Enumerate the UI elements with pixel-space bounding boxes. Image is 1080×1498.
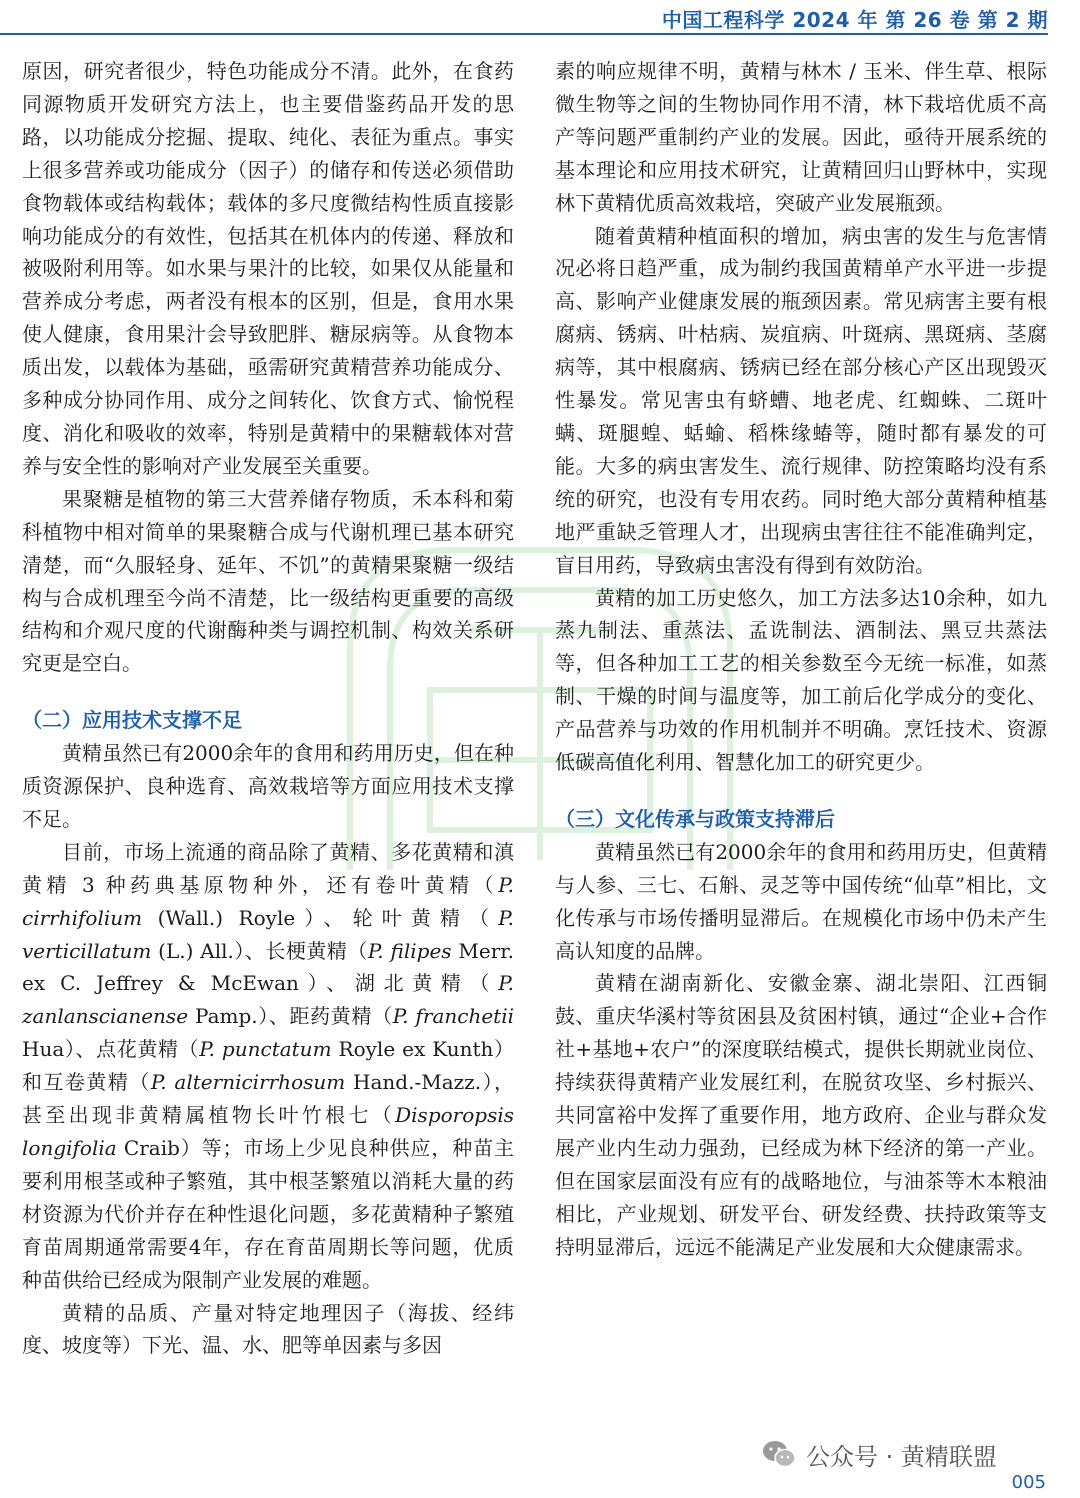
paragraph: 原因，研究者很少，特色功能成分不清。此外，在食药同源物质开发研究方法上，也主要借鉴药品开发的思路，以功能成分挖掘、提取、纯化、表征为重点。事实上很多营养或功能成分（因子）的储存和传送必须借助食物载体或结构载体；载体的多尺度微结构性质直接影响功能成分的有效性，包括其在机体内的传递、释放和被吸附利用等。如水果与果汁的比较，如果仅从能量和营养成分考虑，两者没有根本的区别，但是，食用水果使人健康，食用果汁会导致肥胖、糖尿病等。从食物本质出发，以载体为基础，亟需研究黄精营养功能成分、多种成分协同作用、成分之间转化、饮食方式、愉悦程度、消化和吸收的效率，特别是黄精中的果糖载体对营养与安全性的影响对产业发展至关重要。 — [22, 59, 514, 478]
paragraph: 黄精的品质、产量对特定地理因子（海拔、经纬度、坡度等）下光、温、水、肥等单因素与多因 — [22, 1300, 514, 1358]
paragraph: 黄精虽然已有2000余年的食用和药用历史，但在种质资源保护、良种选育、高效栽培等方面应用技术支撑不足。 — [22, 741, 514, 831]
species-name: P. filipes — [367, 938, 452, 963]
paragraph: 随着黄精种植面积的增加，病虫害的发生与危害情况必将日趋严重，成为制约我国黄精单产水平进一步提高、影响产业健康发展的瓶颈因素。常见病害主要有根腐病、锈病、叶枯病、炭疽病、叶斑病、黑斑病、茎腐病等，其中根腐病、锈病已经在部分核心产区出现毁灭性暴发。常见害虫有蛴螬、地老虎、红蜘蛛、二斑叶螨、斑腿蝗、蛞蝓、稻株缘蝽等，随时都有暴发的可能。大多的病虫害发生、流行规律、防控策略均没有系统的研究，也没有专用农药。同时绝大部分黄精种植基地严重缺乏管理人才，出现病虫害往往不能准确判定，盲目用药，导致病虫害没有得到有效防治。 — [555, 223, 1047, 577]
species-name: P. zanlanscianense — [22, 971, 514, 1029]
text-run: (L.) All.）、长梗黄精（ — [151, 938, 368, 963]
footer-brand — [762, 1438, 997, 1470]
section-heading: （三）文化传承与政策支持滞后 — [555, 806, 835, 831]
section-heading: （二）应用技术支撑不足 — [22, 708, 242, 733]
text-run: (Wall.) Royle）、轮叶黄精（ — [142, 905, 499, 930]
page-header — [0, 0, 1080, 40]
paragraph: 黄精的加工历史悠久，加工方法多达10余种，如九蒸九制法、重蒸法、孟诜制法、酒制法、黑豆共蒸法等，但各种加工工艺的相关参数至今无统一标准，如蒸制、干燥的时间与温度等，加工前后化学成分的变化、产品营养与功效的作用机制并不明确。烹饪技术、资源低碳高值化利用、智慧化加工的研究更少。 — [555, 585, 1047, 775]
left-column — [22, 55, 514, 1362]
text-run: Merr. ex C. Jeffrey & McEwan）、湖北黄精（ — [22, 938, 514, 996]
header-rule — [0, 33, 1048, 35]
paragraph-species — [22, 836, 514, 1297]
species-name: Disporopsis longifolia — [22, 1103, 514, 1160]
species-name: P. punctatum — [199, 1037, 332, 1062]
journal-title: 中国工程科学 2024 年 第 26 卷 第 2 期 — [661, 8, 1048, 32]
text-run: Hua）、点花黄精（ — [22, 1037, 200, 1062]
brand-label: 公众号 · 黄精联盟 — [806, 1442, 997, 1471]
right-column — [555, 55, 1047, 1264]
text-run: 目前，市场上流通的商品除了黄精、多花黄精和滇黄精 3 种药典基原物种外，还有卷叶黄精（ — [22, 839, 514, 897]
text-run: Hand.-Mazz.），甚至出现非黄精属植物长叶竹根七（ — [22, 1070, 514, 1128]
paragraph: 果聚糖是植物的第三大营养储存物质，禾本科和菊科植物中相对简单的果聚糖合成与代谢机理已基本研究清楚，而“久服轻身、延年、不饥”的黄精果聚糖一级结构与合成机理至今尚不清楚，比一级结构更重要的高级结构和介观尺度的代谢酶种类与调控机制、构效关系研究更是空白。 — [22, 486, 514, 676]
species-name: P. alternicirrhosum — [150, 1070, 346, 1095]
wechat-icon — [762, 1439, 796, 1469]
paragraph: 素的响应规律不明，黄精与林木 / 玉米、伴生草、根际微生物等之间的生物协同作用不清，林下栽培优质不高产等问题严重制约产业的发展。因此，亟待开展系统的基本理论和应用技术研究，让黄精回归山野林中，实现林下黄精优质高效栽培，突破产业发展瓶颈。 — [555, 59, 1047, 215]
species-name: P. cirrhifolium — [22, 872, 514, 930]
text-run: Royle ex Kunth）和互卷黄精（ — [22, 1037, 515, 1095]
paragraph: 黄精在湖南新化、安徽金寨、湖北崇阳、江西铜鼓、重庆华溪村等贫困县及贫困村镇，通过“企业+合作社+基地+农户”的深度联结模式，提供长期就业岗位、持续获得黄精产业发展红利，在脱贫攻坚、乡村振兴、共同富裕中发挥了重要作用，地方政府、企业与群众发展产业内生动力强劲，已经成为林下经济的第一产业。但在国家层面没有应有的战略地位，与油茶等木本粮油相比，产业规划、研发平台、研发经费、扶持政策等支持明显滞后，远远不能满足产业发展和大众健康需求。 — [555, 971, 1047, 1259]
paragraph: 黄精虽然已有2000余年的食用和药用历史，但黄精与人参、三七、石斛、灵芝等中国传统“仙草”相比，文化传承与市场传播明显滞后。在规模化市场中仍未产生高认知度的品牌。 — [555, 839, 1047, 963]
text-run: Pamp.）、距药黄精（ — [188, 1004, 393, 1029]
text-run: Craib）等；市场上少见良种供应，种苗主要利用根茎或种子繁殖，其中根茎繁殖以消耗大量的药材资源为代价并存在种性退化问题，多花黄精种子繁殖育苗周期通常需要4年，存在育苗周期长等问题，优质种苗供给已经成为限制产业发展的难题。 — [22, 1136, 514, 1292]
species-name: P. verticillatum — [22, 905, 514, 963]
species-name: P. franchetii — [392, 1004, 515, 1029]
page-number: 005 — [1011, 1472, 1046, 1493]
